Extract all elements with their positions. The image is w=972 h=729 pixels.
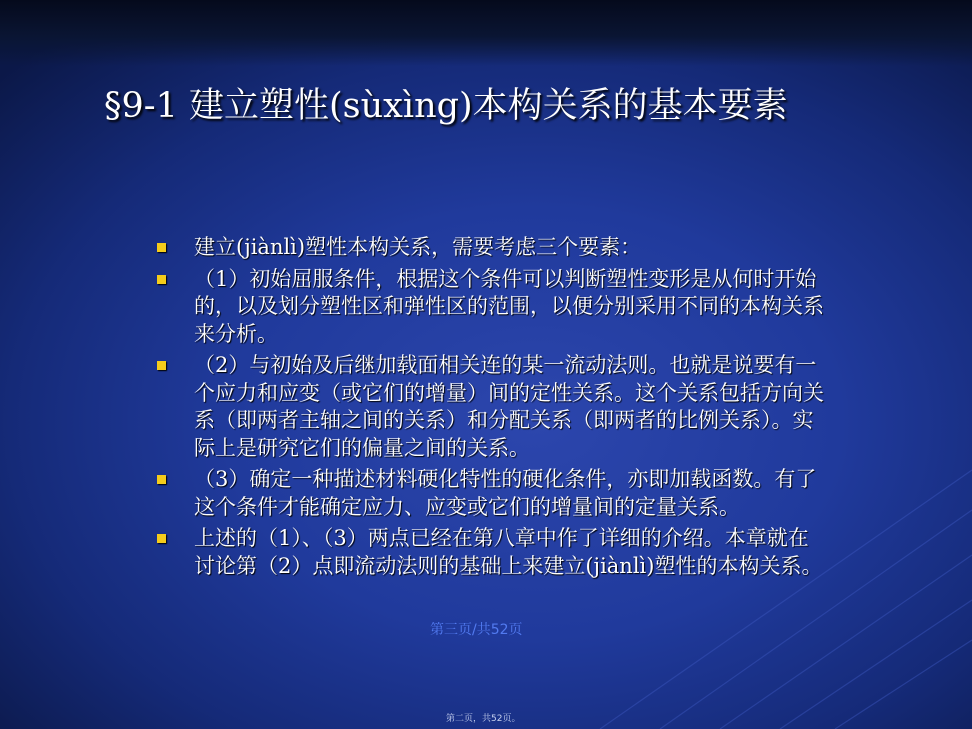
bullet-item	[156, 466, 826, 521]
bullet-text: （2）与初始及后继加载面相关连的某一流动法则。也就是说要有一个应力和应变（或它们的增量）间的定性关系。这个关系包括方向关系（即两者主轴之间的关系）和分配关系（即两者的比例关系）。实际上是研究它们的偏量之间的关系。	[194, 353, 824, 460]
bullet-item	[156, 234, 826, 262]
bullet-square-icon	[157, 534, 166, 543]
bullet-square-icon	[157, 361, 166, 370]
bullet-item	[156, 352, 826, 462]
bullet-square-icon	[157, 275, 166, 284]
slide-title: §9-1 建立塑性(sùxìng)本构关系的基本要素	[104, 86, 788, 126]
bullet-text: （3）确定一种描述材料硬化特性的硬化条件，亦即加载函数。有了这个条件才能确定应力、应变或它们的增量间的定量关系。	[194, 467, 817, 519]
bullet-square-icon	[157, 243, 166, 252]
bullet-square-icon	[157, 475, 166, 484]
top-dark-band	[0, 0, 972, 66]
bullet-item	[156, 266, 826, 349]
bullet-item	[156, 525, 826, 580]
page-overlay-note: 第三页/共52页	[430, 622, 523, 638]
bullet-list	[156, 234, 826, 584]
bullet-text: 上述的（1）、（3）两点已经在第八章中作了详细的介绍。本章就在讨论第（2）点即流动法则的基础上来建立(jiànlì)塑性的本构关系。	[194, 526, 823, 578]
page-footer: 第二页，共52页。	[446, 714, 521, 724]
bullet-text: 建立(jiànlì)塑性本构关系，需要考虑三个要素：	[194, 235, 642, 259]
bullet-text: （1）初始屈服条件，根据这个条件可以判断塑性变形是从何时开始的，以及划分塑性区和弹性区的范围，以便分别采用不同的本构关系来分析。	[194, 266, 824, 346]
